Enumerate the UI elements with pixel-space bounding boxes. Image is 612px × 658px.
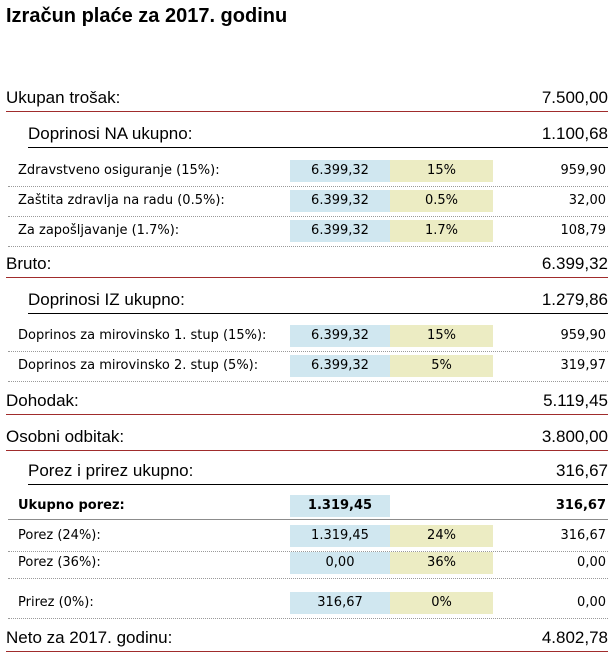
row-mirovinsko-1-stup [8, 325, 608, 352]
total-label: Ukupno porez: [18, 498, 125, 513]
row-value: 316,67 [556, 461, 608, 480]
row-label: Ukupan trošak: [6, 88, 121, 107]
detail-value: 32,00 [568, 193, 606, 208]
row-dohodak [6, 391, 608, 415]
page-title: Izračun plaće za 2017. godinu [6, 5, 288, 27]
detail-label: Za zapošljavanje (1.7%): [18, 223, 180, 238]
detail-label: Porez (24%): [18, 528, 101, 543]
base-amount-cell: 6.399,32 [290, 325, 390, 347]
row-ukupan-trosak [6, 88, 608, 112]
row-porez-36 [8, 552, 608, 579]
detail-value: 959,90 [560, 328, 606, 343]
row-ukupno-porez [8, 495, 608, 520]
row-label: Bruto: [6, 254, 52, 273]
rate-cell: 36% [390, 552, 493, 574]
base-amount-cell: 6.399,32 [290, 355, 390, 377]
base-amount-cell: 6.399,32 [290, 220, 390, 242]
rate-cell: 1.7% [390, 220, 493, 242]
row-label: Dohodak: [6, 391, 79, 410]
row-value: 1.100,68 [541, 124, 608, 143]
row-doprinosi-na [28, 124, 608, 148]
row-value: 5.119,45 [543, 391, 608, 410]
row-value: 4.802,78 [541, 628, 608, 647]
detail-label: Porez (36%): [18, 555, 101, 570]
row-value: 1.279,86 [541, 290, 608, 309]
row-osobni-odbitak [6, 427, 608, 451]
rate-cell: 0% [390, 592, 493, 614]
rate-cell: 24% [390, 525, 493, 547]
row-porez-i-prirez [28, 461, 608, 485]
row-zastita-zdravlja [8, 190, 608, 217]
detail-label: Zdravstveno osiguranje (15%): [18, 163, 220, 178]
detail-label: Prirez (0%): [18, 595, 94, 610]
row-zdravstveno-osiguranje [8, 160, 608, 187]
row-porez-24 [8, 525, 608, 552]
detail-label: Doprinos za mirovinsko 2. stup (5%): [18, 358, 259, 373]
row-bruto [6, 254, 608, 278]
rate-cell: 15% [390, 325, 493, 347]
base-amount-cell: 0,00 [290, 552, 390, 574]
detail-value: 108,79 [560, 223, 606, 238]
base-amount-cell: 316,67 [290, 592, 390, 614]
rate-cell: 15% [390, 160, 493, 182]
detail-value: 319,97 [560, 358, 606, 373]
row-value: 7.500,00 [541, 88, 608, 107]
row-doprinosi-iz [28, 290, 608, 314]
base-amount-cell: 1.319,45 [290, 525, 390, 547]
row-prirez [8, 592, 608, 619]
row-value: 6.399,32 [541, 254, 608, 273]
base-amount-cell: 6.399,32 [290, 190, 390, 212]
row-value: 3.800,00 [541, 427, 608, 446]
rate-cell: 0.5% [390, 190, 493, 212]
row-label: Doprinosi IZ ukupno: [28, 290, 185, 309]
rate-cell: 5% [390, 355, 493, 377]
row-mirovinsko-2-stup [8, 355, 608, 382]
row-label: Osobni odbitak: [6, 427, 125, 446]
detail-value: 0,00 [577, 555, 606, 570]
detail-value: 316,67 [560, 528, 606, 543]
total-value: 316,67 [555, 498, 606, 513]
detail-label: Doprinos za mirovinsko 1. stup (15%): [18, 328, 267, 343]
detail-label: Zaštita zdravlja na radu (0.5%): [18, 193, 225, 208]
row-label: Porez i prirez ukupno: [28, 461, 194, 480]
detail-value: 0,00 [577, 595, 606, 610]
detail-value: 959,90 [560, 163, 606, 178]
base-amount-cell: 6.399,32 [290, 160, 390, 182]
row-label: Neto za 2017. godinu: [6, 628, 173, 647]
row-label: Doprinosi NA ukupno: [28, 124, 193, 143]
base-amount-cell: 1.319,45 [290, 495, 390, 517]
row-neto [6, 629, 608, 652]
row-za-zaposljavanje [8, 220, 608, 247]
